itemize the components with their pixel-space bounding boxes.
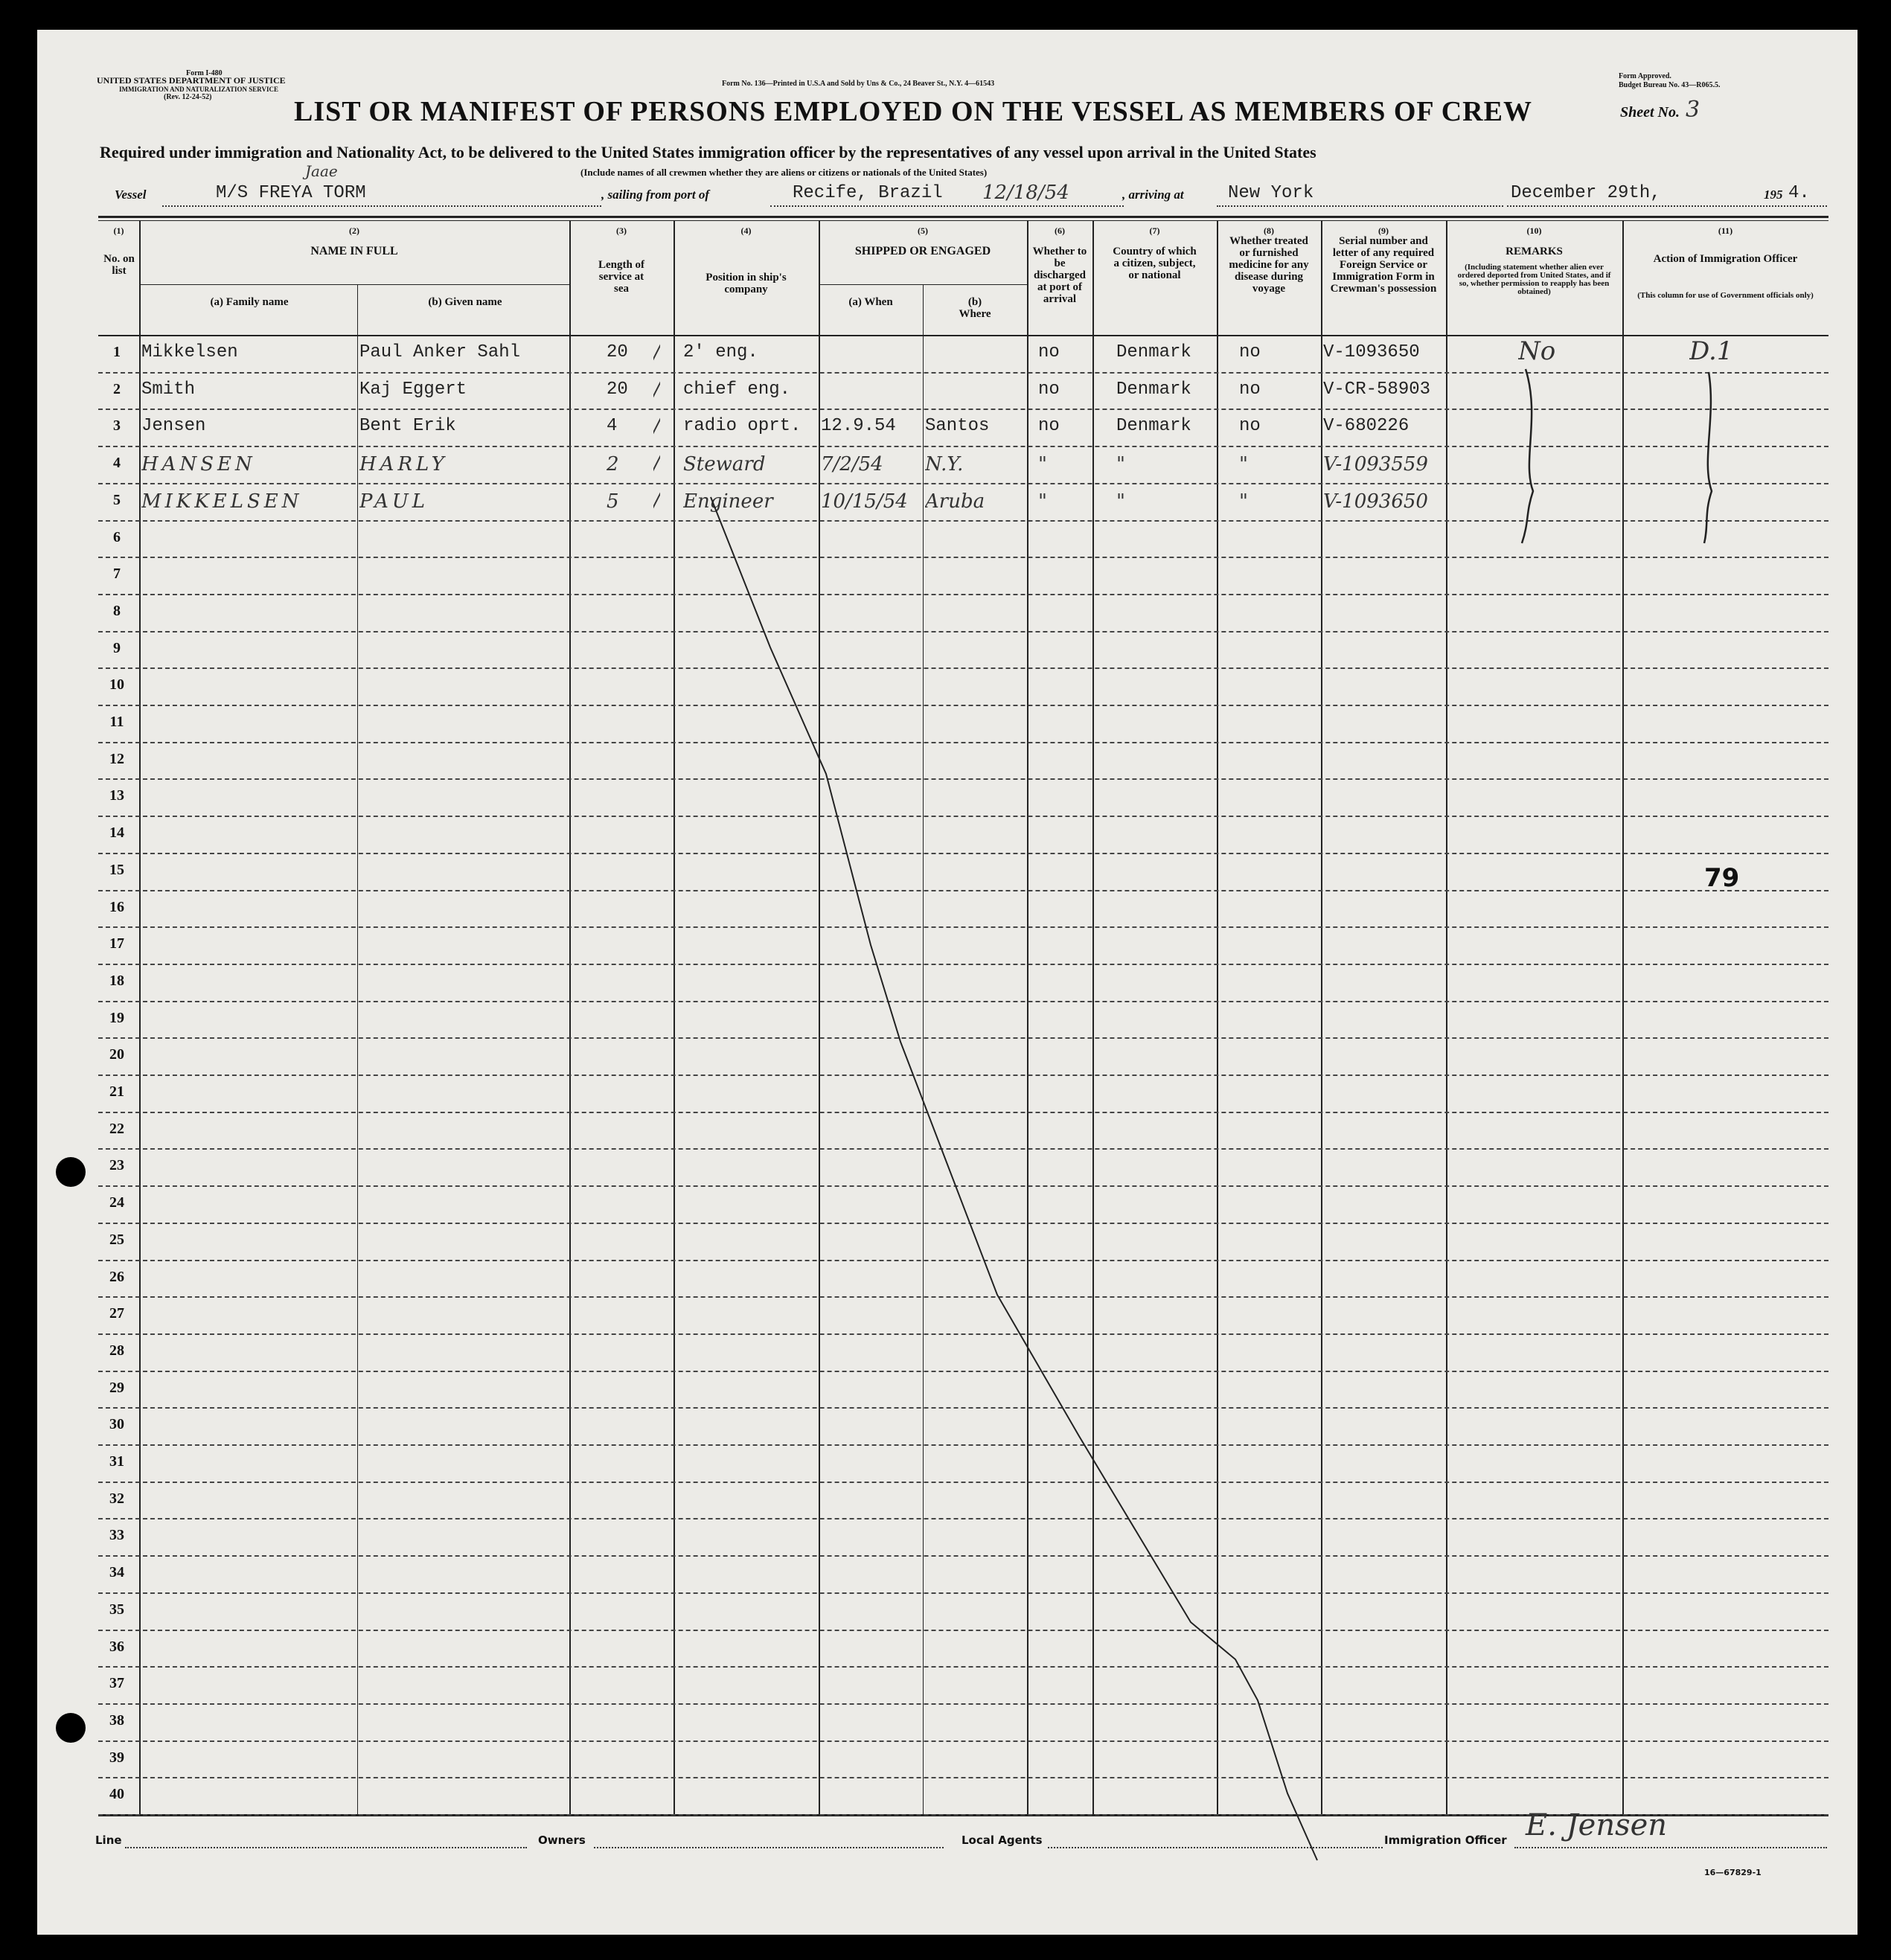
footer-owners-label: Owners	[538, 1834, 586, 1847]
row-number: 32	[109, 1490, 124, 1507]
cell-country: Denmark	[1116, 416, 1191, 437]
cell-family-name: Smith	[141, 379, 196, 400]
strike-through-line	[37, 30, 1858, 1935]
footer-line-label: Line	[95, 1834, 122, 1847]
col1-number: (1)	[113, 225, 124, 236]
col3-header: Length of service at sea	[598, 259, 645, 295]
col4-header: Position in ship's company	[705, 272, 787, 295]
cell-serial-number: V-1093559	[1323, 453, 1428, 476]
row-number: 37	[109, 1675, 124, 1692]
row-number: 34	[109, 1564, 124, 1581]
footer-officer-underline	[1514, 1847, 1827, 1848]
approval: Form Approved.	[1619, 72, 1671, 80]
vessel-label: Vessel	[115, 188, 147, 202]
cell-service-length: 2	[607, 453, 619, 476]
cell-position: chief eng.	[683, 379, 791, 400]
col10-number: (10)	[1526, 225, 1542, 236]
check-mark: /	[653, 376, 661, 401]
row-number: 3	[113, 417, 121, 435]
page-title: LIST OR MANIFEST OF PERSONS EMPLOYED ON THE VESSEL AS MEMBERS OF CREW	[294, 96, 1532, 127]
subtitle: Required under immigration and Nationality Act, to be delivered to the United States immigration officer by the representatives of any vessel upon arrival in the United States	[100, 143, 1316, 161]
cell-given-name: PAUL	[359, 490, 429, 513]
row-number: 18	[109, 972, 124, 989]
cell-serial-number: V-680226	[1323, 416, 1410, 437]
sheet-number: 3	[1686, 97, 1700, 123]
row-number: 24	[109, 1194, 124, 1211]
row-number: 28	[109, 1342, 124, 1359]
col6-number: (6)	[1055, 225, 1065, 236]
row-number: 1	[113, 344, 121, 360]
cell-given-name: Bent Erik	[359, 416, 456, 437]
remarks-bracket	[1522, 369, 1533, 543]
cell-family-name: MIKKELSEN	[141, 490, 303, 513]
footer-officer-label: Immigration Officer	[1384, 1834, 1507, 1847]
col2-number: (2)	[349, 225, 359, 236]
cell-treated: "	[1239, 490, 1248, 513]
cell-treated: no	[1239, 379, 1261, 400]
binder-hole	[56, 1157, 86, 1187]
col2b-header: (b) Given name	[428, 296, 502, 308]
col5-number: (5)	[918, 225, 928, 236]
service: IMMIGRATION AND NATURALIZATION SERVICE	[119, 86, 278, 93]
cell-treated: no	[1239, 416, 1261, 437]
action-bracket	[1704, 372, 1712, 543]
cell-action: D.1	[1689, 336, 1733, 366]
col3-number: (3)	[616, 225, 627, 236]
row-number: 39	[109, 1749, 124, 1766]
cell-given-name: Kaj Eggert	[359, 379, 467, 400]
check-mark: /	[653, 487, 661, 512]
row-number: 10	[109, 676, 124, 694]
annotation-number: 79	[1704, 863, 1740, 893]
row-number: 35	[109, 1601, 124, 1618]
footer-agents-label: Local Agents	[962, 1834, 1043, 1847]
footer-owners-underline	[594, 1847, 944, 1848]
cell-family-name: Mikkelsen	[141, 342, 238, 362]
row-number: 17	[109, 935, 124, 952]
row-number: 2	[113, 380, 121, 397]
cell-service-length: 5	[607, 490, 619, 513]
row-number: 22	[109, 1120, 124, 1137]
form-number: Form I-480	[186, 69, 223, 77]
cell-position: Steward	[683, 453, 766, 476]
department: UNITED STATES DEPARTMENT OF JUSTICE	[97, 75, 286, 86]
col9-number: (9)	[1378, 225, 1389, 236]
cell-shipped-when: 10/15/54	[821, 490, 908, 513]
cell-shipped-where: Santos	[925, 416, 990, 437]
col8-number: (8)	[1264, 225, 1274, 236]
col11-header: Action of Immigration Officer	[1653, 253, 1798, 265]
row-number: 29	[109, 1379, 124, 1396]
col10-subheader: (Including statement whether alien ever ordered deported from United States, and if so, whether permission to reapply has been obtained)	[1457, 263, 1611, 296]
cell-service-length: 20	[607, 342, 628, 362]
arrival-port: New York	[1228, 183, 1314, 203]
cell-treated: "	[1239, 453, 1248, 476]
printer-line: Form No. 136—Printed in U.S.A and Sold by Uns & Co., 24 Beaver St., N.Y. 4—61543	[722, 80, 995, 88]
vessel-handwritten-note: Jaae	[305, 162, 338, 180]
col2-header: NAME IN FULL	[310, 245, 398, 257]
officer-signature: E. Jensen	[1526, 1808, 1668, 1842]
check-mark: /	[653, 450, 661, 475]
row-number: 15	[109, 861, 124, 878]
row-number: 11	[109, 714, 124, 730]
row-number: 26	[109, 1268, 124, 1285]
cell-country: Denmark	[1116, 379, 1191, 400]
cell-discharge: no	[1038, 416, 1060, 437]
manifest-sheet	[37, 30, 1858, 1935]
cell-serial-number: V-1093650	[1323, 490, 1428, 513]
row-number: 13	[109, 787, 124, 804]
cell-service-length: 20	[607, 379, 628, 400]
sailing-label: , sailing from port of	[601, 188, 709, 202]
row-number: 4	[113, 455, 121, 472]
binder-hole	[56, 1713, 86, 1743]
row-number: 21	[109, 1083, 124, 1100]
col11-number: (11)	[1718, 225, 1733, 236]
cell-shipped-where: Aruba	[925, 490, 985, 513]
col4-number: (4)	[740, 225, 752, 236]
year-suffix: 4.	[1788, 183, 1810, 203]
sheet-label: Sheet No.	[1620, 104, 1680, 121]
row-number: 30	[109, 1416, 124, 1433]
cell-service-length: 4	[607, 416, 618, 437]
row-number: 40	[109, 1786, 124, 1803]
row-number: 36	[109, 1638, 124, 1655]
row-number: 7	[113, 566, 121, 583]
row-number: 16	[109, 898, 124, 915]
cell-discharge: no	[1038, 342, 1060, 362]
cell-position: 2' eng.	[683, 342, 758, 362]
col10-header: REMARKS	[1506, 246, 1563, 257]
col7-header: Country of which a citizen, subject, or national	[1113, 246, 1197, 281]
cell-treated: no	[1239, 342, 1261, 362]
cell-country: Denmark	[1116, 342, 1191, 362]
col5b-header: (b) Where	[959, 296, 991, 320]
col9-header: Serial number and letter of any required Foreign Service or Immigration Form in Crewman's possession	[1330, 235, 1437, 295]
row-number: 9	[113, 639, 121, 656]
row-number: 20	[109, 1046, 124, 1063]
cell-shipped-where: N.Y.	[925, 453, 964, 476]
cell-country: "	[1116, 490, 1125, 513]
row-number: 6	[113, 528, 121, 545]
cell-family-name: Jensen	[141, 416, 206, 437]
row-number: 27	[109, 1305, 124, 1322]
budget: Budget Bureau No. 43—R065.5.	[1619, 81, 1721, 89]
year-prefix: 195	[1764, 188, 1783, 202]
cell-country: "	[1116, 453, 1125, 476]
cell-shipped-when: 12.9.54	[821, 416, 896, 437]
form-code: 16—67829-1	[1704, 1868, 1762, 1877]
cell-shipped-when: 7/2/54	[821, 453, 883, 476]
row-number: 31	[109, 1453, 124, 1470]
row-number: 38	[109, 1711, 124, 1729]
col7-number: (7)	[1149, 225, 1160, 236]
col8-header: Whether treated or furnished medicine for any disease during voyage	[1229, 235, 1309, 295]
row-number: 12	[109, 750, 124, 767]
row-number: 25	[109, 1231, 124, 1248]
row-number: 8	[113, 602, 121, 619]
revision: (Rev. 12-24-52)	[164, 93, 212, 101]
row-number: 5	[113, 491, 121, 508]
cell-given-name: Paul Anker Sahl	[359, 342, 521, 362]
cell-discharge: "	[1038, 453, 1047, 476]
row-number: 23	[109, 1157, 124, 1174]
check-mark: /	[653, 413, 661, 438]
arriving-label: , arriving at	[1122, 188, 1184, 202]
departure-port: Recife, Brazil	[793, 183, 943, 203]
col6-header: Whether to be discharged at port of arrival	[1032, 246, 1087, 305]
vessel-name: M/S FREYA TORM	[216, 183, 366, 203]
col1-header: No. on list	[103, 253, 135, 277]
cell-given-name: HARLY	[359, 453, 448, 476]
col5-header: SHIPPED OR ENGAGED	[854, 245, 991, 257]
row-number: 33	[109, 1527, 124, 1544]
footer-line-underline	[125, 1847, 527, 1848]
arrival-date: December 29th,	[1511, 183, 1661, 203]
row-number: 14	[109, 824, 124, 842]
cell-family-name: HANSEN	[141, 453, 256, 476]
cell-discharge: "	[1038, 490, 1047, 513]
departure-date-handwritten: 12/18/54	[982, 182, 1069, 204]
include-note: (Include names of all crewmen whether they are aliens or citizens or nationals of the United States)	[580, 167, 988, 178]
cell-position: radio oprt.	[683, 416, 801, 437]
cell-discharge: no	[1038, 379, 1060, 400]
col11-subheader: (This column for use of Government officials only)	[1637, 291, 1814, 300]
col2a-header: (a) Family name	[210, 296, 289, 308]
footer-agents-underline	[1048, 1847, 1383, 1848]
row-number: 19	[109, 1009, 124, 1026]
cell-position: Engineer	[683, 490, 773, 513]
col5a-header: (a) When	[848, 296, 893, 308]
check-mark: /	[653, 339, 661, 364]
cell-remarks: No	[1518, 336, 1556, 366]
cell-serial-number: V-1093650	[1323, 342, 1420, 362]
cell-serial-number: V-CR-58903	[1323, 379, 1431, 400]
